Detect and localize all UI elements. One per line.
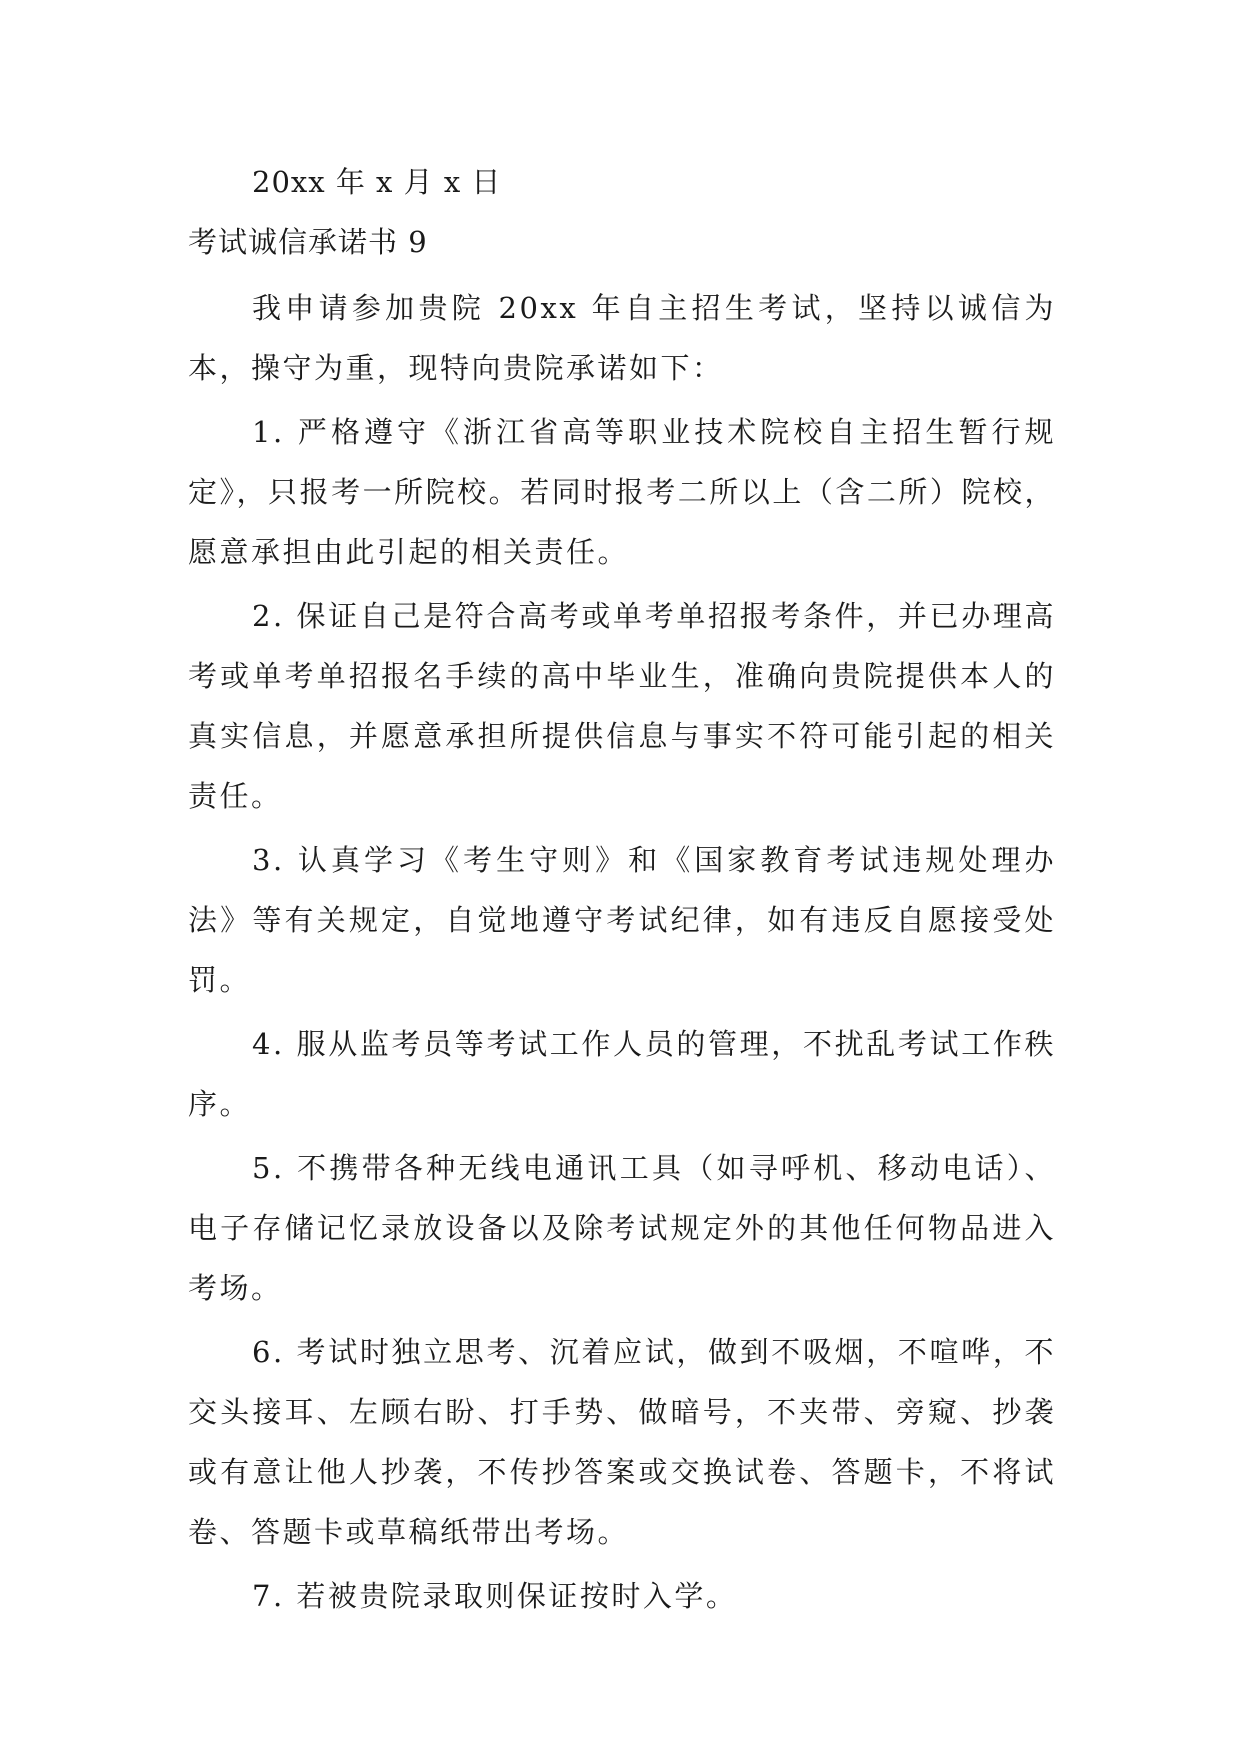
pledge-item-4: 4. 服从监考员等考试工作人员的管理，不扰乱考试工作秩序。 [188, 1027, 1056, 1121]
pledge-item-2: 2. 保证自己是符合高考或单考单招报考条件，并已办理高考或单考单招报名手续的高中毕业生，准确向贵院提供本人的真实信息，并愿意承担所提供信息与事实不符可能引起的相关责任。 [188, 599, 1056, 813]
pledge-item-1: 1. 严格遵守《浙江省高等职业技术院校自主招生暂行规定》，只报考一所院校。若同时报考二所以上（含二所）院校，愿意承担由此引起的相关责任。 [188, 415, 1056, 569]
intro-paragraph: 我申请参加贵院 20xx 年自主招生考试，坚持以诚信为本，操守为重，现特向贵院承诺如下： [188, 291, 1056, 385]
document-title: 考试诚信承诺书 9 [188, 225, 428, 259]
document-body [188, 278, 1056, 1630]
pledge-item-6: 6. 考试时独立思考、沉着应试，做到不吸烟，不喧哗，不交头接耳、左顾右盼、打手势、做暗号，不夹带、旁窥、抄袭或有意让他人抄袭，不传抄答案或交换试卷、答题卡，不将试卷、答题卡或草稿纸带出考场。 [188, 1335, 1056, 1549]
pledge-item-3: 3. 认真学习《考生守则》和《国家教育考试违规处理办法》等有关规定，自觉地遵守考试纪律，如有违反自愿接受处罚。 [188, 843, 1056, 997]
date-line: 20xx 年 x 月 x 日 [252, 165, 502, 199]
pledge-item-7: 7. 若被贵院录取则保证按时入学。 [252, 1579, 738, 1613]
pledge-item-5: 5. 不携带各种无线电通讯工具（如寻呼机、移动电话）、电子存储记忆录放设备以及除考试规定外的其他任何物品进入考场。 [188, 1151, 1056, 1305]
